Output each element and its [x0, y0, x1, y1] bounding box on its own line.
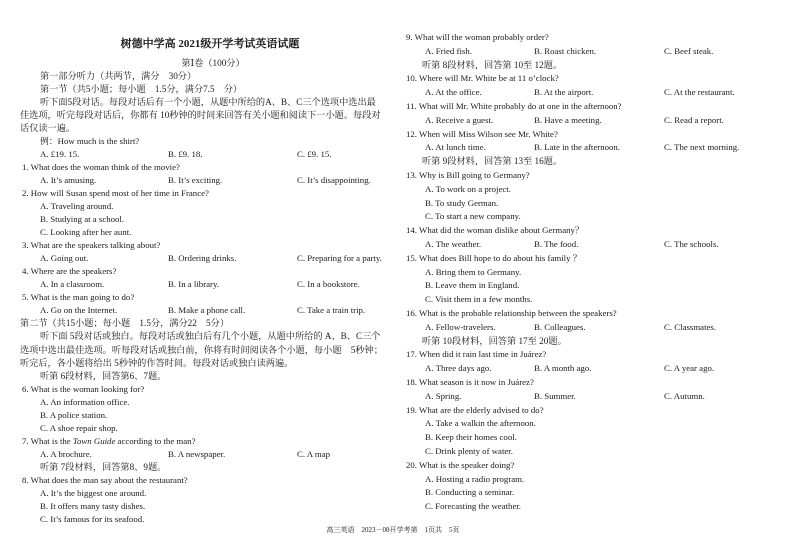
question-4-option-a: A. In a classroom.	[40, 279, 105, 290]
question-6-option-b: B. A police station.	[40, 409, 108, 420]
question-16-option-b: B. Colleagues.	[534, 321, 586, 332]
question-15-option-a: A. Bring them to Germany.	[425, 266, 522, 277]
question-8-stem: 8. What does the man say about the restaurant?	[22, 475, 188, 485]
question-14-option-c: C. The schools.	[664, 239, 719, 250]
question-8-option-c: C. It’s famous for its seafood.	[40, 514, 145, 525]
question-4-option-b: B. In a library.	[168, 279, 219, 290]
question-12-option-a: A. At lunch time.	[425, 142, 486, 153]
question-18-option-a: A. Spring.	[425, 390, 462, 401]
question-1-option-b: B. It’s exciting.	[168, 174, 223, 185]
question-5-options	[0, 304, 392, 317]
example-option-c: C. £9. 15.	[297, 148, 332, 159]
question-7-option-b: B. A newspaper.	[168, 448, 226, 459]
question-15-option-c: C. Visit them in a few months.	[425, 294, 533, 305]
question-1-option-c: C. It’s disappointing.	[297, 174, 371, 185]
question-1-option-a: A. It’s amusing.	[40, 174, 97, 185]
question-12-stem: 12. When will Miss Wilson see Mr. White?	[406, 128, 558, 139]
question-18-options	[404, 390, 789, 404]
section-2-instructions-line: 听完后，各小题将给出 5秒钟的作答时间。每段对话或独白读两遍。	[20, 357, 294, 368]
question-13-option-b: B. To study German.	[425, 197, 499, 208]
section-1-instructions-line: 佳选项，听完每段对话后，你都有 10秒钟的时间来回答有关小题和阅读下一小题。每段对	[20, 109, 381, 120]
question-6-option-a: A. An information office.	[40, 396, 130, 407]
example-option-b: B. £9. 18.	[168, 148, 203, 159]
question-3-stem: 3. What are the speakers talking about?	[22, 240, 161, 251]
question-13-stem: 13. Why is Bill going to Germany?	[406, 170, 530, 181]
question-15-option-b: B. Leave them in England.	[425, 280, 520, 291]
question-13-option-c: C. To start a new company.	[425, 211, 521, 222]
question-17-option-c: C. A year ago.	[664, 363, 715, 374]
question-20-option-b: B. Conducting a seminar.	[425, 487, 515, 498]
question-19-option-a: A. Take a walkin the afternoon.	[425, 418, 536, 429]
question-18-stem: 18. What season is it now in Juárez?	[406, 377, 534, 388]
question-7-options	[0, 448, 392, 461]
example-question-stem: 例：How much is the shirt?	[40, 135, 140, 146]
question-5-option-c: C. Take a train trip.	[297, 305, 366, 316]
question-10-option-a: A. At the office.	[425, 87, 482, 98]
question-2-option-b: B. Studying at a school.	[40, 214, 125, 225]
question-2-option-a: A. Traveling around.	[40, 201, 114, 212]
question-1-stem: 1. What does the woman think of the movie?	[22, 161, 180, 172]
exam-title: 树德中学高 2021级开学考试英语试题	[120, 38, 300, 50]
material-7-note: 听第 7段材料，回答第8、9题。	[40, 461, 167, 472]
question-9-option-a: A. Fried fish.	[425, 45, 472, 56]
question-15-stem: 15. What does Bill hope to do about his family ？	[406, 252, 582, 263]
question-5-option-b: B. Make a phone call.	[168, 305, 246, 316]
question-6-stem: 6. What is the woman looking for?	[22, 383, 145, 394]
question-1-options	[0, 174, 392, 187]
question-7-option-a: A. A brochure.	[40, 448, 92, 459]
section-1-instructions-line: 话仅读一遍。	[20, 122, 76, 133]
question-7-stem-end: according to the man?	[115, 435, 196, 446]
question-14-option-a: A. The weather.	[425, 239, 482, 250]
question-20-stem: 20. What is the speaker doing?	[406, 459, 515, 470]
question-19-stem: 19. What are the elderly advised to do?	[406, 404, 544, 415]
question-16-options	[404, 321, 789, 335]
question-3-option-c: C. Preparing for a party.	[297, 253, 382, 264]
question-14-option-b: B. The food.	[534, 239, 579, 250]
right-column	[404, 31, 789, 514]
question-18-option-b: B. Summer.	[534, 390, 576, 401]
question-20-option-c: C. Forecasting the weather.	[425, 501, 522, 512]
section-2-heading: 第二节（共15小题；每小题 1.5分，满分22 5分）	[20, 318, 230, 329]
question-12-option-c: C. The next morning.	[664, 142, 740, 153]
question-16-stem: 16. What is the probable relationship between the speakers?	[406, 308, 617, 319]
question-17-stem: 17. When did it rain last time in Juárez?	[406, 349, 547, 360]
section-1-instructions-line: 听下面5段对话。每段对话后有一个小题，从题中所给的A、B、C三个选项中选出最	[40, 96, 376, 107]
question-8-option-a: A. It’s the biggest one around.	[40, 488, 147, 499]
question-7-stem-title: Town Guide	[72, 435, 116, 446]
material-9-note: 听第 9段材料，回答第 13至 16题。	[422, 156, 563, 167]
question-20-option-a: A. Hosting a radio program.	[425, 473, 525, 484]
question-11-stem: 11. What will Mr. White probably do at one in the afternoon?	[406, 101, 622, 112]
question-9-stem: 9. What will the woman probably order?	[406, 32, 549, 43]
question-16-option-a: A. Fellow-travelers.	[425, 321, 496, 332]
page-footer: 高三英语 2023－08开学考第 1页共 5页	[326, 526, 460, 534]
question-4-stem: 4. Where are the speakers?	[22, 266, 117, 277]
question-4-options	[0, 278, 392, 291]
question-10-options	[404, 86, 789, 100]
question-11-option-b: B. Have a meeting.	[534, 114, 602, 125]
question-12-options	[404, 141, 789, 155]
example-options	[0, 148, 392, 161]
question-10-option-c: C. At the restaurant.	[664, 87, 735, 98]
example-option-a: A. £19. 15.	[40, 148, 80, 159]
question-6-option-c: C. A shoe repair shop.	[40, 422, 118, 433]
part-1-heading: 第一部分听力（共两节，满分 30分）	[40, 70, 197, 81]
question-8-option-b: B. It offers many tasty dishes.	[40, 501, 146, 512]
question-3-option-b: B. Ordering drinks.	[168, 253, 237, 264]
question-11-option-c: C. Read a report.	[664, 114, 724, 125]
question-7-stem	[0, 435, 392, 448]
question-12-option-b: B. Late in the afternoon.	[534, 142, 620, 153]
question-19-option-c: C. Drink plenty of water.	[425, 446, 513, 456]
question-17-option-a: A. Three days ago.	[425, 363, 492, 374]
question-9-option-c: C. Beef steak.	[664, 45, 714, 56]
question-10-option-b: B. At the airport.	[534, 87, 594, 98]
question-14-options	[404, 238, 789, 252]
material-10-note: 听第 10段材料，回答第 17至 20题。	[422, 335, 567, 346]
question-9-options	[404, 45, 789, 59]
question-7-option-c: C. A map	[297, 448, 330, 459]
material-6-note: 听第 6段材料，回答第6、7题。	[40, 370, 167, 381]
question-2-option-c: C. Looking after her aunt.	[40, 227, 132, 238]
volume-heading: 第Ⅰ卷（100分）	[181, 57, 245, 68]
question-4-option-c: C. In a bookstore.	[297, 279, 360, 290]
question-11-option-a: A. Receive a guest.	[425, 114, 494, 125]
question-10-stem: 10. Where will Mr. White be at 11 o’clock?	[406, 73, 559, 84]
question-11-options	[404, 114, 789, 128]
question-3-options	[0, 252, 392, 265]
material-8-note: 听第 8段材料，回答第 10至 12题。	[422, 59, 563, 70]
question-2-stem: 2. How will Susan spend most of her time in France?	[22, 187, 209, 198]
question-5-stem: 5. What is the man going to do?	[22, 292, 135, 303]
left-column	[0, 57, 392, 527]
question-7-stem-start: 7. What is the	[22, 435, 73, 446]
question-9-option-b: B. Roast chicken.	[534, 45, 597, 56]
question-17-option-b: B. A month ago.	[534, 363, 592, 374]
question-3-option-a: A. Going out.	[40, 253, 89, 264]
section-1-heading: 第一节（共5小题；每小题 1.5分，满分7.5 分）	[40, 83, 243, 94]
question-18-option-c: C. Autumn.	[664, 390, 705, 401]
question-17-options	[404, 362, 789, 376]
section-2-instructions-line: 听下面 5段对话或独白。每段对话或独白后有几个小题，从题中所给的 A、B、C三个	[40, 331, 381, 342]
question-5-option-a: A. Go on the Internet.	[40, 305, 118, 316]
question-16-option-c: C. Classmates.	[664, 321, 717, 332]
question-13-option-a: A. To work on a project.	[425, 183, 511, 194]
question-19-option-b: B. Keep their homes cool.	[425, 432, 517, 443]
question-14-stem: 14. What did the woman dislike about Germany？	[406, 225, 584, 236]
section-2-instructions-line: 选项中选出最佳选项。听每段对话或独白前，你将有时间阅读各个小题，每小题 5秒钟；	[20, 344, 383, 355]
